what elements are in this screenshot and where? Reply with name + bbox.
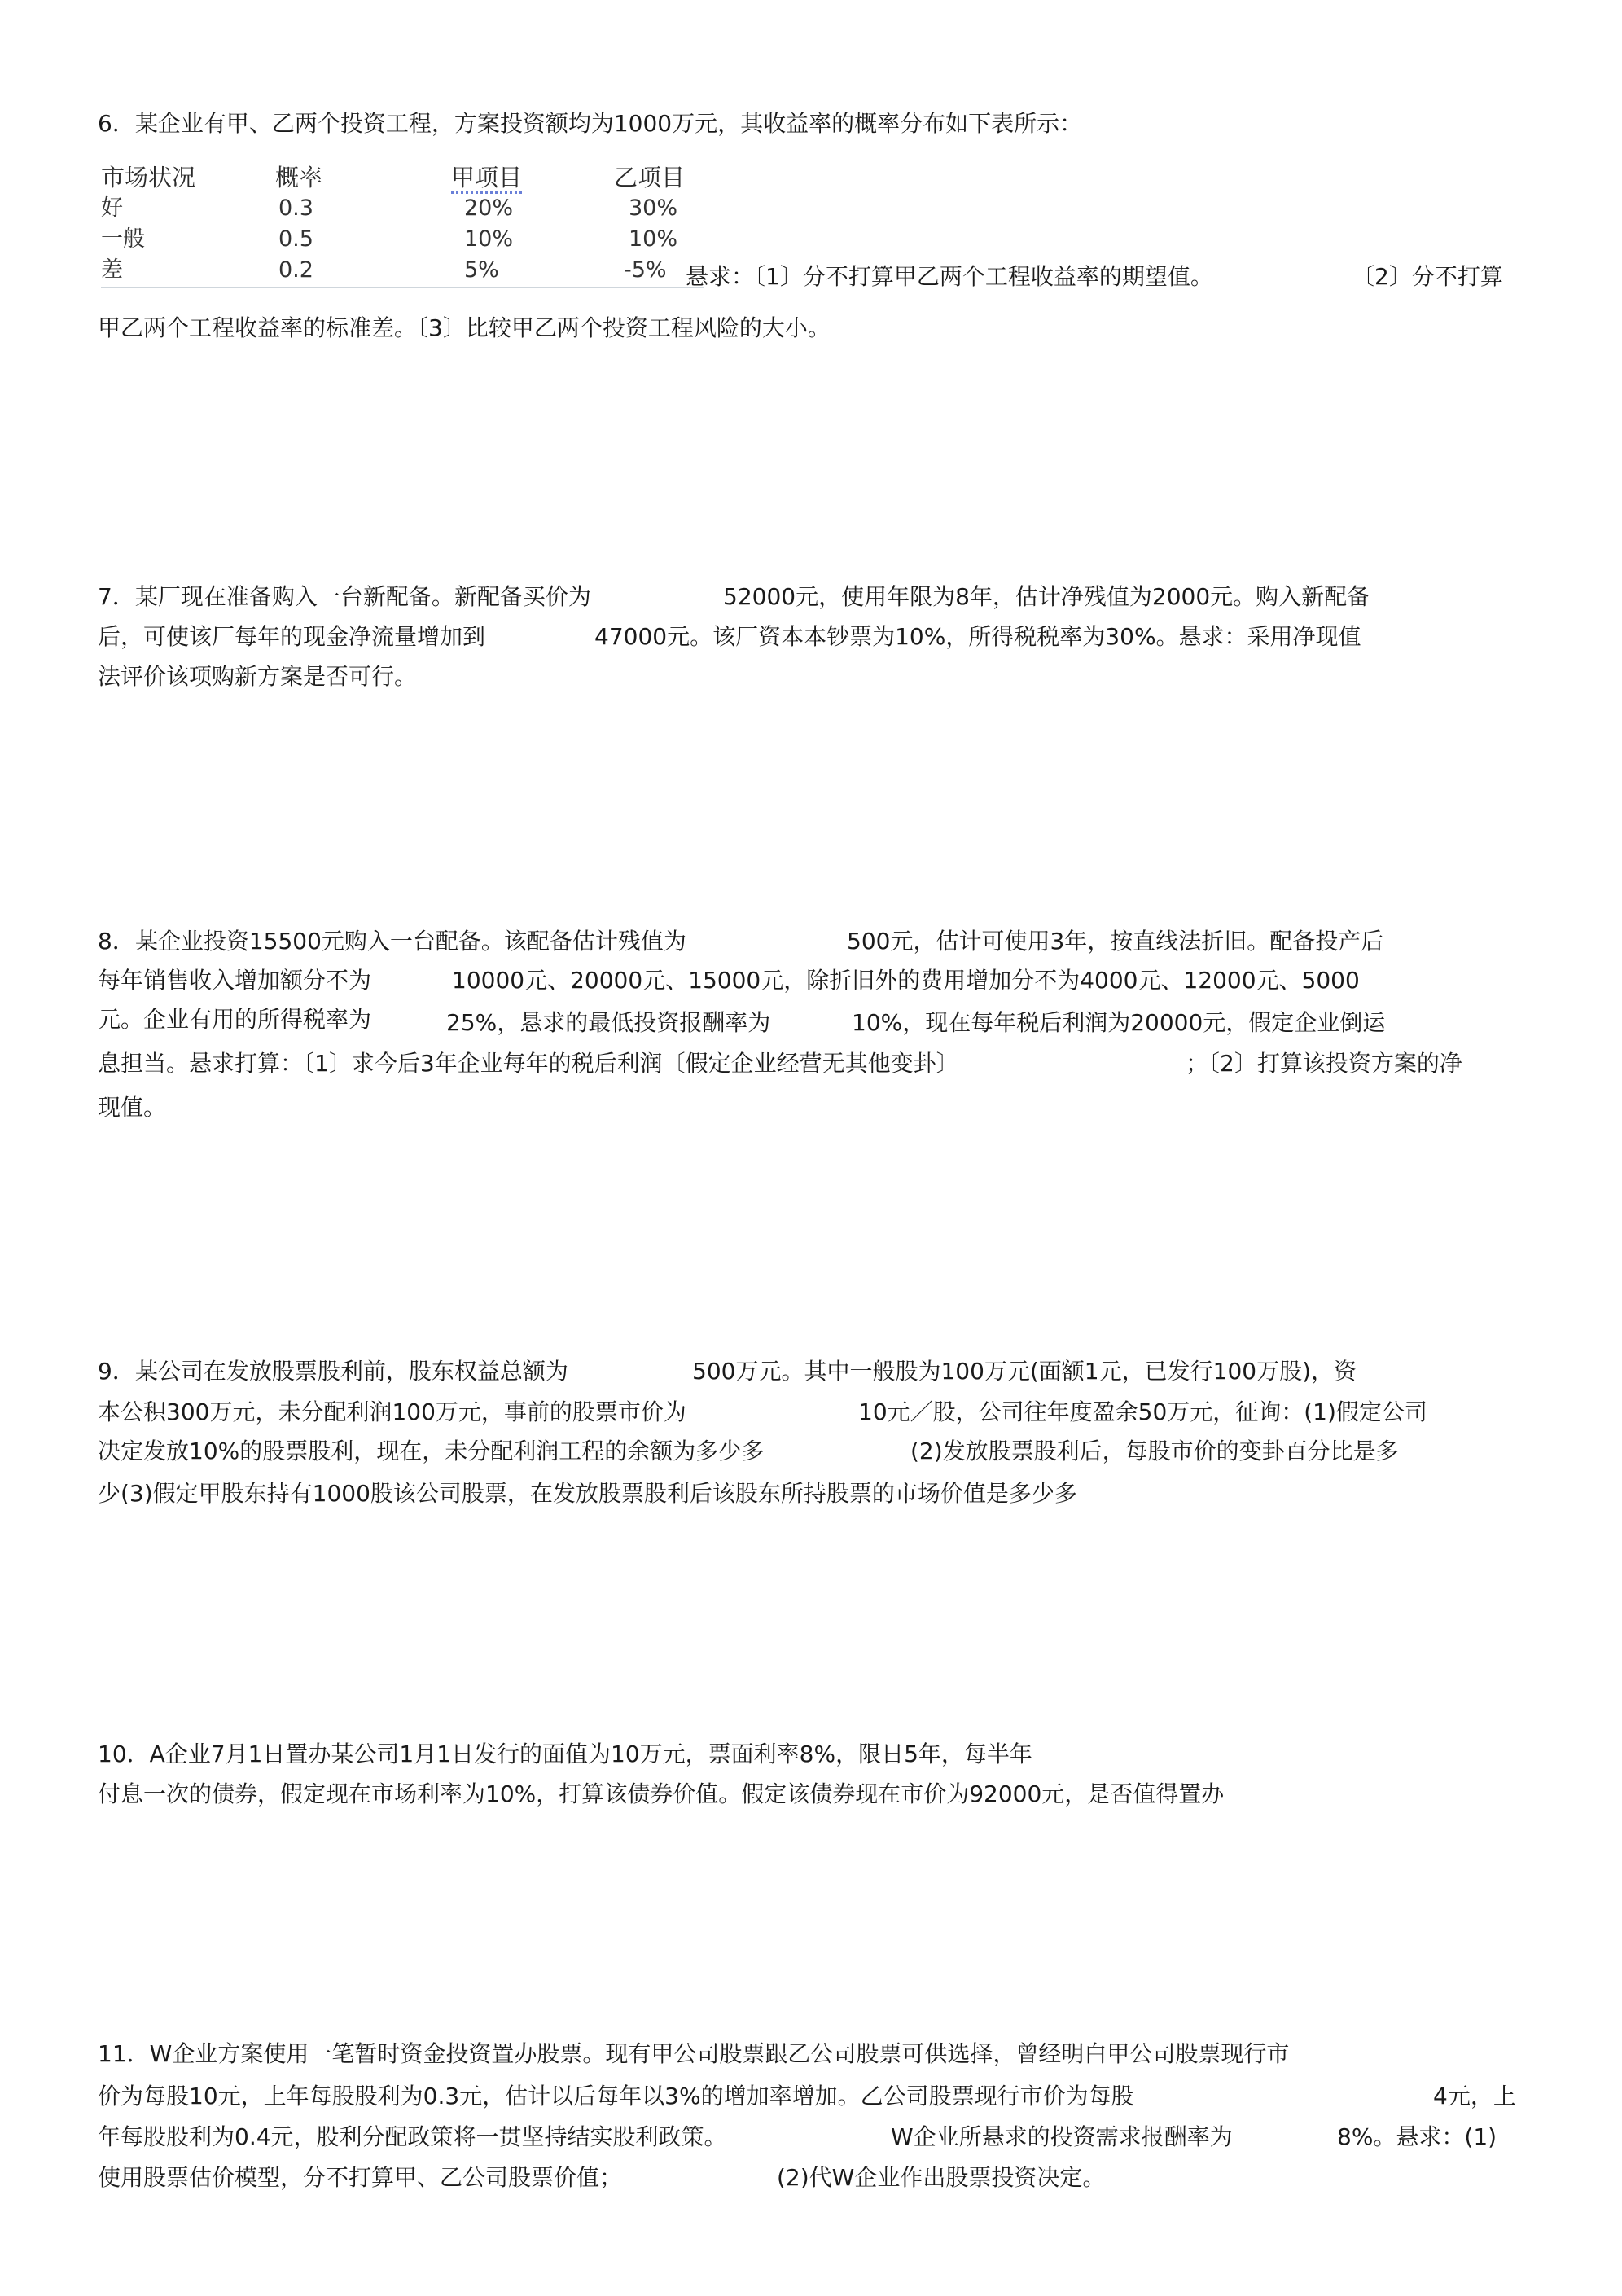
q8-line-1b: 500元，估计可使用3年，按直线法折旧。配备投产后 [847,928,1384,955]
q8-line-3b: 25%，悬求的最低投资报酬率为 [446,1009,771,1036]
table-cell: 10% [464,226,514,252]
q8-line-3a: 元。企业有用的所得税率为 [98,1006,372,1033]
q11-line-2b: 4元，上 [1433,2083,1516,2109]
table-cell: -5% [624,257,667,283]
q8-line-3c: 10%，现在每年税后利润为20000元，假定企业倒运 [852,1009,1386,1036]
q11-line-4b: (2)代W企业作出股票投资决定。 [777,2164,1106,2191]
table-cell: 0.5 [278,226,313,252]
q8-line-4a: 息担当。悬求打算：〔1〕求今后3年企业每年的税后利润〔假定企业经营无其他变卦〕 [98,1050,959,1077]
q9-line-2a: 本公积300万元，未分配利润100万元，事前的股票市价为 [98,1398,686,1425]
q9-line-1a: 9．某公司在发放股票股利前，股东权益总额为 [98,1358,568,1385]
q8-line-1a: 8．某企业投资15500元购入一台配备。该配备估计残值为 [98,928,686,955]
q7-line-2b: 47000元。该厂资本本钞票为10%，所得税税率为30%。悬求：采用净现值 [594,623,1361,650]
q8-line-4b: ；〔2〕打算该投资方案的净 [1186,1050,1462,1077]
q9-line-3a: 决定发放10%的股票股利，现在，未分配利润工程的余额为多少多 [98,1438,765,1464]
table-cell: 一般 [101,226,145,252]
q6-intro: 6．某企业有甲、乙两个投资工程，方案投资额均为1000万元，其收益率的概率分布如下表所示： [98,110,1083,137]
table-header-probability: 概率 [275,164,323,191]
q11-line-3b: W企业所悬求的投资需求报酬率为 [891,2123,1233,2150]
q9-line-4: 少(3)假定甲股东持有1000股该公司股票，在发放股票股利后该股东所持股票的市场价值是多少多 [98,1480,1077,1507]
q11-line-2a: 价为每股10元，上年每股股利为0.3元，估计以后每年以3%的增加率增加。乙公司股票现行市价为每股 [98,2083,1134,2109]
q7-line-3: 法评价该项购新方案是否可行。 [98,663,418,690]
q11-line-3a: 年每股股利为0.4元，股利分配政策将一贯坚持结实股利政策。 [98,2123,727,2150]
table-cell: 差 [101,257,123,283]
q10-line-2: 付息一次的债券，假定现在市场利率为10%，打算该债券价值。假定该债券现在市价为92000元，是否值得置办 [98,1780,1225,1807]
q6-probability-table [101,165,704,288]
table-cell: 0.2 [278,257,313,283]
table-cell: 30% [629,195,678,221]
q10-line-1: 10．A企业7月1日置办某公司1月1日发行的面值为10万元，票面利率8%，限日5年，每半年 [98,1741,1032,1767]
q6-line-2: 甲乙两个工程收益率的标准差。〔3〕比较甲乙两个投资工程风险的大小。 [98,314,831,341]
q11-line-4a: 使用股票估价模型，分不打算甲、乙公司股票价值； [98,2164,623,2191]
q9-line-3b: (2)发放股票股利后，每股市价的变卦百分比是多 [910,1438,1399,1464]
table-cell: 20% [464,195,514,221]
table-header-project-a: 甲项目 [451,165,522,194]
q6-requirement-2: 〔2〕分不打算 [1352,263,1503,290]
q11-line-1: 11．W企业方案使用一笔暂时资金投资置办股票。现有甲公司股票跟乙公司股票可供选择，曾经明白甲公司股票现行市 [98,2040,1290,2067]
table-cell: 0.3 [278,195,313,221]
q8-line-2a: 每年销售收入增加额分不为 [98,967,372,994]
q7-line-1a: 7．某厂现在准备购入一台新配备。新配备买价为 [98,583,591,610]
q7-line-1b: 52000元，使用年限为8年，估计净残值为2000元。购入新配备 [723,583,1370,610]
table-cell: 10% [629,226,678,252]
q6-requirement-1: 悬求：〔1〕分不打算甲乙两个工程收益率的期望值。 [686,263,1213,290]
table-cell: 好 [101,195,123,221]
q11-line-3c: 8%。悬求：(1) [1337,2123,1497,2150]
q9-line-1b: 500万元。其中一般股为100万元(面额1元，已发行100万股)，资 [692,1358,1357,1385]
q8-line-2b: 10000元、20000元、15000元，除折旧外的费用增加分不为4000元、12000元、5000 [452,967,1360,994]
table-header-market: 市场状况 [101,164,196,191]
table-header-project-b: 乙项目 [614,164,686,191]
q7-line-2a: 后，可使该厂每年的现金净流量增加到 [98,623,486,650]
q9-line-2b: 10元／股，公司往年度盈余50万元，征询：(1)假定公司 [858,1398,1427,1425]
table-cell: 5% [464,257,499,283]
q8-line-5: 现值。 [98,1094,167,1121]
